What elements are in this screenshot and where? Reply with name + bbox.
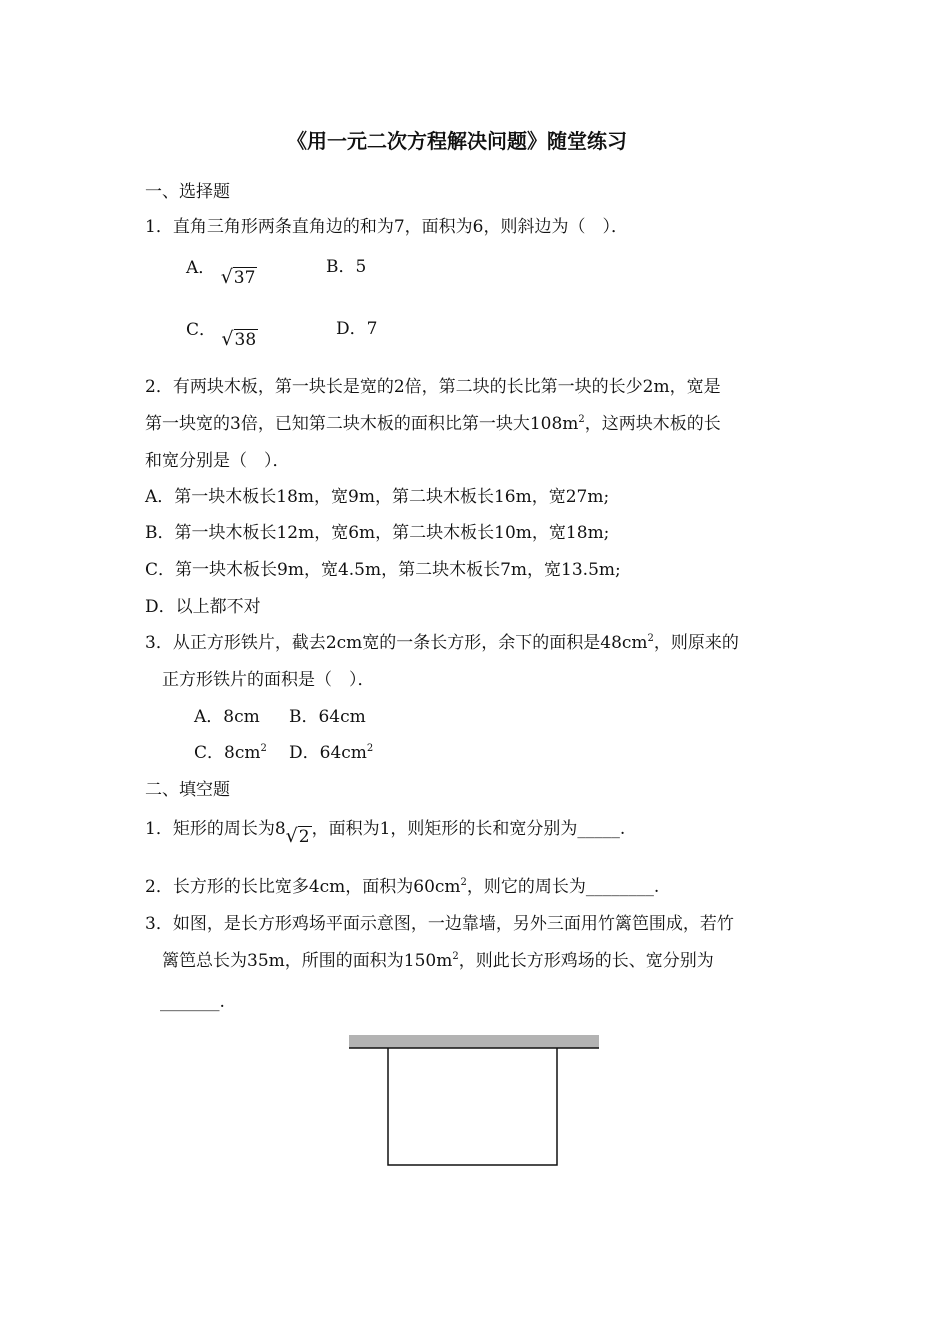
superscript: 2	[260, 743, 267, 754]
fence	[388, 1048, 557, 1165]
fill-q1-radicand: 2	[298, 827, 310, 847]
q3-line1	[145, 632, 739, 654]
q1-option-c-radicand: 38	[234, 330, 257, 350]
sqrt-symbol: √38	[221, 328, 257, 350]
q3-option-a: A．8cm	[194, 707, 260, 727]
q1-option-c	[186, 318, 258, 350]
page-title: 《用一元二次方程解决问题》随堂练习	[287, 129, 627, 153]
q3-option-d-text: D．64cm	[289, 743, 367, 763]
q1-option-a-label: A．	[186, 258, 216, 278]
fill-q2	[145, 876, 659, 898]
q3-line1-text-end: ，则原来的	[653, 633, 739, 653]
q2-line1: 2．有两块木板，第一块长是宽的2倍，第二块的长比第一块的长少2m，宽是	[145, 377, 721, 397]
superscript: 2	[578, 414, 585, 425]
superscript: 2	[460, 877, 467, 888]
superscript: 2	[452, 951, 459, 962]
q2-line2	[145, 413, 721, 435]
q2-line2-text: 第一块宽的3倍，已知第二块木板的面积比第一块大108m	[145, 414, 579, 434]
fill-q3-line2-text: 篱笆总长为35m，所围的面积为150m	[162, 951, 453, 971]
fill-q1-text-end: ，面积为1，则矩形的长和宽分别为_____.	[311, 819, 626, 839]
q2-option-c: C．第一块木板长9m，宽4.5m，第二块木板长7m，宽13.5m;	[145, 560, 621, 580]
wall	[349, 1035, 599, 1048]
q3-line1-text: 3．从正方形铁片，截去2cm宽的一条长方形，余下的面积是48cm	[145, 633, 648, 653]
fill-q3-line3: _______.	[160, 992, 225, 1012]
sqrt-symbol: √2	[285, 825, 310, 847]
fill-q1	[145, 817, 626, 847]
section-heading-choice: 一、选择题	[145, 182, 230, 202]
q3-option-c-text: C．8cm	[194, 743, 261, 763]
superscript: 2	[647, 633, 654, 644]
q2-option-b: B．第一块木板长12m，宽6m，第二块木板长10m，宽18m;	[145, 523, 610, 543]
q1-option-a-radicand: 37	[233, 268, 256, 288]
q1-option-c-label: C．	[186, 320, 217, 340]
q1-option-d: D．7	[336, 319, 378, 339]
q1-stem: 1．直角三角形两条直角边的和为7，面积为6，则斜边为（ ）．	[145, 217, 628, 237]
fill-q3-line2	[162, 950, 714, 972]
q3-option-c	[194, 742, 267, 764]
q3-line2: 正方形铁片的面积是（ ）．	[162, 670, 375, 690]
q2-option-d: D．以上都不对	[145, 597, 261, 617]
sqrt-symbol: √37	[220, 266, 256, 288]
superscript: 2	[366, 743, 374, 754]
fill-q3-line1: 3．如图，是长方形鸡场平面示意图，一边靠墙，另外三面用竹篱笆围成，若竹	[145, 914, 734, 934]
q1-option-b: B．5	[326, 257, 367, 277]
q3-option-b: B．64cm	[289, 707, 366, 727]
q3-option-d	[289, 742, 373, 764]
q2-option-a: A．第一块木板长18m，宽9m，第二块木板长16m，宽27m;	[145, 487, 610, 507]
fill-q3-line2-text-end: ，则此长方形鸡场的长、宽分别为	[458, 951, 714, 971]
q1-option-a	[186, 256, 257, 288]
fill-q1-text: 1．矩形的周长为8	[145, 819, 286, 839]
q2-line2-text-end: ，这两块木板的长	[584, 414, 721, 434]
q2-line3: 和宽分别是（ ）．	[145, 451, 290, 471]
section-heading-fill: 二、填空题	[145, 780, 230, 800]
fill-q2-text: 2．长方形的长比宽多4cm，面积为60cm	[145, 877, 461, 897]
coop-diagram	[340, 1028, 610, 1173]
fill-q2-text-end: ，则它的周长为________.	[466, 877, 660, 897]
